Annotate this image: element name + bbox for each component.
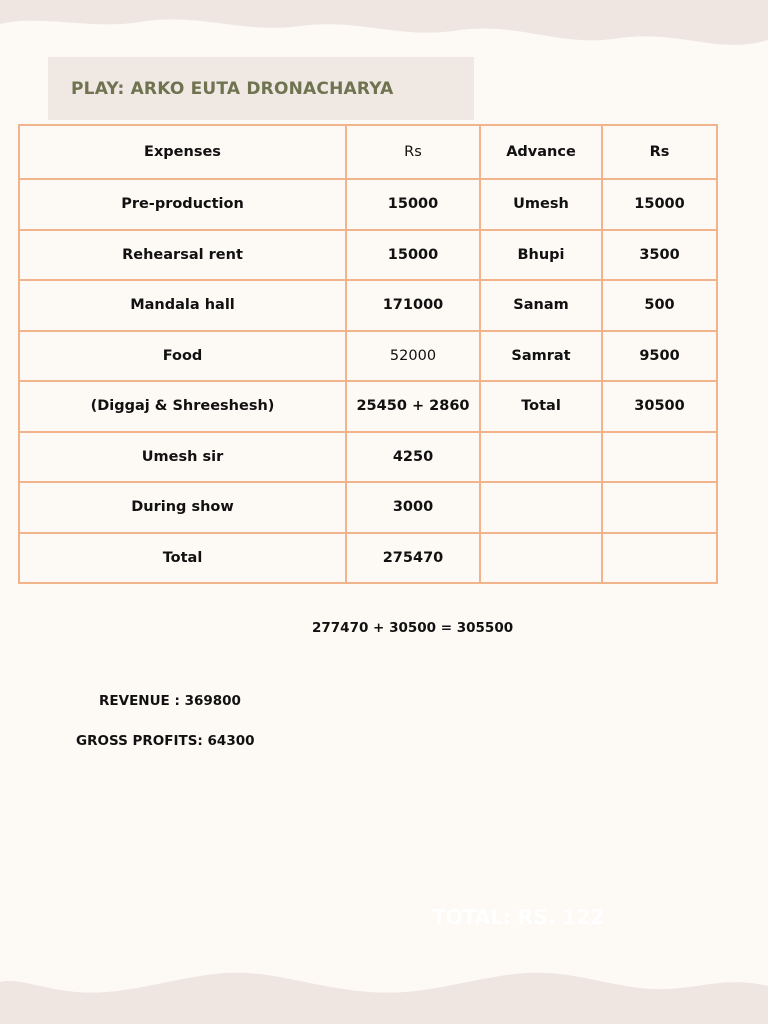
empty-cell bbox=[602, 432, 717, 483]
advance-total-label: Total bbox=[480, 381, 602, 432]
table-row bbox=[19, 280, 717, 331]
advance-amount: 9500 bbox=[602, 331, 717, 382]
header-advance-rs: Rs bbox=[602, 125, 717, 179]
empty-cell bbox=[602, 482, 717, 533]
expense-item: Pre-production bbox=[19, 179, 346, 230]
faded-total-text: TOTAL: RS. 122 bbox=[432, 905, 605, 929]
expense-amount: 15000 bbox=[346, 179, 480, 230]
table-row bbox=[19, 381, 717, 432]
empty-cell bbox=[480, 482, 602, 533]
expense-amount: 4250 bbox=[346, 432, 480, 483]
expense-item: (Diggaj & Shreeshesh) bbox=[19, 381, 346, 432]
expense-item: Food bbox=[19, 331, 346, 382]
advance-amount: 500 bbox=[602, 280, 717, 331]
table-row bbox=[19, 331, 717, 382]
gross-profits-text: GROSS PROFITS: 64300 bbox=[76, 733, 255, 749]
advance-amount: 3500 bbox=[602, 230, 717, 281]
advance-name: Bhupi bbox=[480, 230, 602, 281]
expense-item: During show bbox=[19, 482, 346, 533]
advance-total-amount: 30500 bbox=[602, 381, 717, 432]
expense-total-amount: 275470 bbox=[346, 533, 480, 584]
empty-cell bbox=[480, 432, 602, 483]
expense-item: Umesh sir bbox=[19, 432, 346, 483]
expense-amount: 3000 bbox=[346, 482, 480, 533]
expense-amount: 25450 + 2860 bbox=[346, 381, 480, 432]
advance-name: Umesh bbox=[480, 179, 602, 230]
header-expenses: Expenses bbox=[19, 125, 346, 179]
advance-name: Samrat bbox=[480, 331, 602, 382]
title-banner bbox=[48, 57, 474, 120]
expense-item: Mandala hall bbox=[19, 280, 346, 331]
budget-table bbox=[18, 124, 718, 584]
empty-cell bbox=[602, 533, 717, 584]
revenue-text: REVENUE : 369800 bbox=[99, 693, 241, 709]
table-header-row bbox=[19, 125, 717, 179]
expense-item: Rehearsal rent bbox=[19, 230, 346, 281]
bottom-wave-decoration bbox=[0, 964, 768, 1024]
header-rs: Rs bbox=[346, 125, 480, 179]
advance-name: Sanam bbox=[480, 280, 602, 331]
table-row bbox=[19, 179, 717, 230]
expense-amount: 15000 bbox=[346, 230, 480, 281]
expense-total-label: Total bbox=[19, 533, 346, 584]
advance-amount: 15000 bbox=[602, 179, 717, 230]
table-row bbox=[19, 432, 717, 483]
empty-cell bbox=[480, 533, 602, 584]
expense-amount: 171000 bbox=[346, 280, 480, 331]
header-advance: Advance bbox=[480, 125, 602, 179]
table-row bbox=[19, 230, 717, 281]
table-row bbox=[19, 482, 717, 533]
page-title: PLAY: ARKO EUTA DRONACHARYA bbox=[71, 79, 394, 99]
expense-amount: 52000 bbox=[346, 331, 480, 382]
top-wave-decoration bbox=[0, 0, 768, 60]
table-total-row bbox=[19, 533, 717, 584]
sum-calculation: 277470 + 30500 = 305500 bbox=[312, 620, 514, 636]
